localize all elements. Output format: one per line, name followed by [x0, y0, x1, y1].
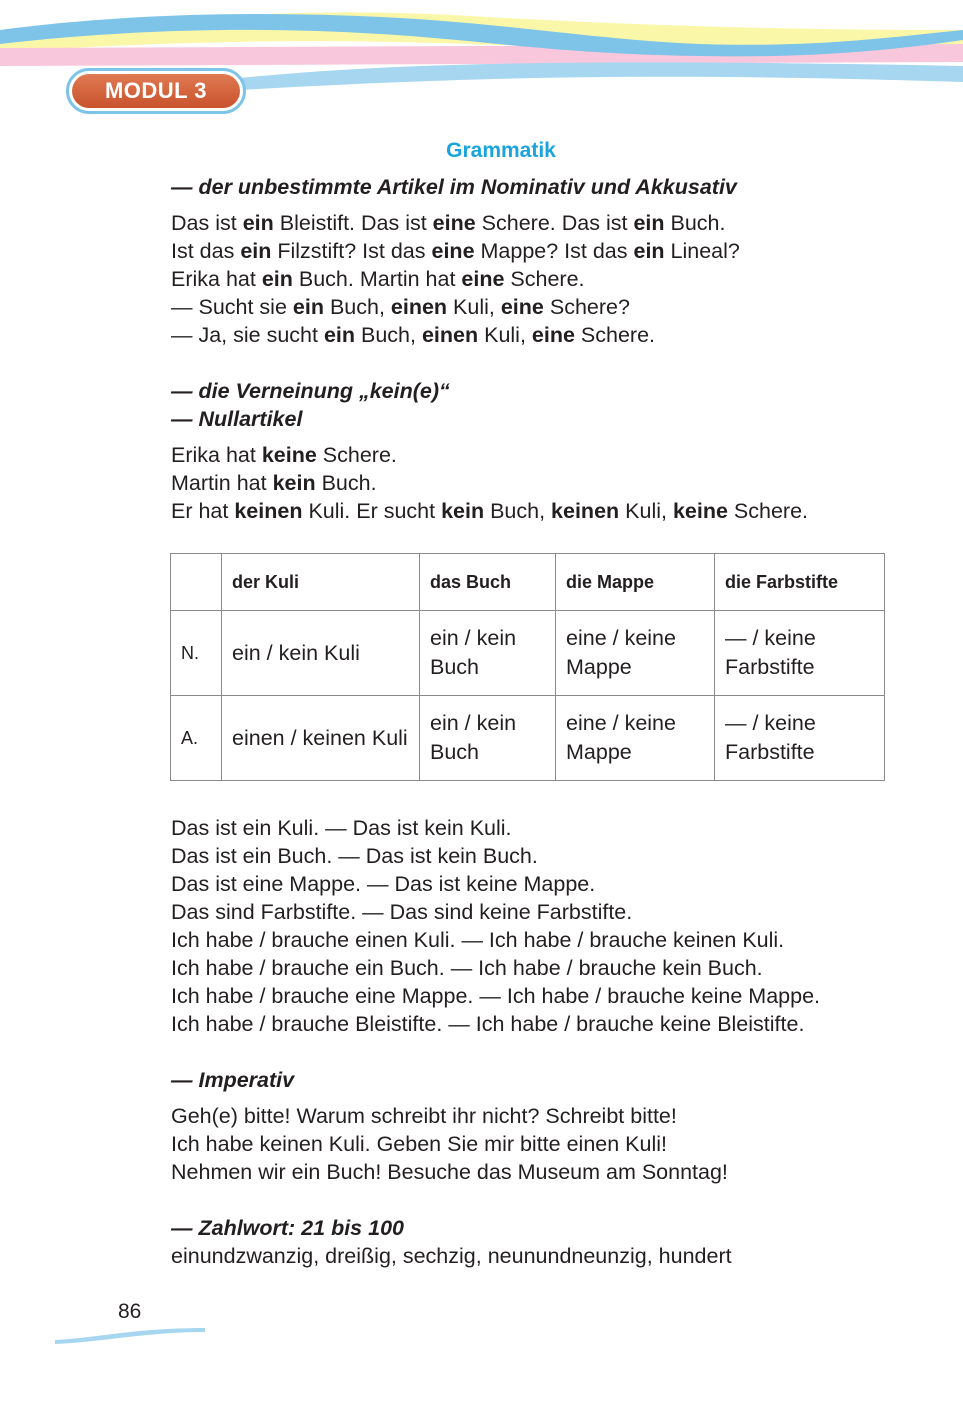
- example-line: [171, 469, 808, 497]
- footer-wave-decoration: [55, 1318, 205, 1346]
- module-badge-label: MODUL 3: [72, 74, 240, 108]
- example-line: Das ist ein Buch. — Das ist kein Buch.: [171, 844, 538, 868]
- bold-article: keinen: [551, 499, 620, 523]
- table-cell: ein / kein Kuli: [222, 611, 420, 696]
- table-header-row: [171, 554, 885, 611]
- section-title-null-article: — Nullartikel: [171, 407, 303, 431]
- example-line: Geh(e) bitte! Warum schreibt ihr nicht? Schreibt bitte!: [171, 1104, 677, 1128]
- table-row: [171, 611, 885, 696]
- text-segment: Mappe? Ist das: [474, 239, 634, 263]
- table-header-cell: [171, 554, 222, 611]
- page-number: 86: [118, 1300, 142, 1323]
- bold-article: ein: [240, 239, 272, 263]
- text-segment: Buch.: [664, 211, 726, 235]
- module-badge: [66, 68, 246, 114]
- bold-article: ein: [633, 211, 665, 235]
- example-line: Das ist ein Kuli. — Das ist kein Kuli.: [171, 816, 512, 840]
- text-segment: Buch,: [484, 499, 552, 523]
- text-segment: Buch,: [323, 295, 391, 319]
- example-line: Ich habe keinen Kuli. Geben Sie mir bitte einen Kuli!: [171, 1132, 667, 1156]
- example-line: Ich habe / brauche einen Kuli. — Ich habe / brauche keinen Kuli.: [171, 928, 785, 952]
- table-header-cell: die Mappe: [556, 554, 715, 611]
- text-segment: Schere.: [316, 443, 397, 467]
- text-segment: Schere.: [727, 499, 809, 523]
- text-segment: Er hat: [171, 499, 235, 523]
- bold-article: ein: [292, 295, 324, 319]
- section-indefinite-article: [171, 173, 740, 349]
- example-line: [171, 321, 740, 349]
- text-segment: Schere.: [574, 323, 656, 347]
- example-line: Ich habe / brauche eine Mappe. — Ich habe / brauche keine Mappe.: [171, 984, 821, 1008]
- bold-article: einen: [421, 323, 479, 347]
- example-line: [171, 441, 808, 469]
- bold-article: eine: [531, 323, 575, 347]
- article-table: [170, 553, 885, 781]
- bold-article: keinen: [234, 499, 303, 523]
- example-line: Nehmen wir ein Buch! Besuche das Museum am Sonntag!: [171, 1160, 728, 1184]
- section-negation: [171, 377, 808, 525]
- section-numerals: [171, 1214, 732, 1270]
- section-title-negation: — die Verneinung „kein(e)“: [171, 379, 450, 403]
- text-segment: Erika hat: [171, 443, 262, 467]
- table-row: [171, 696, 885, 781]
- example-lines: [171, 441, 808, 525]
- table-cell: eine / keine Mappe: [556, 611, 715, 696]
- bold-article: keine: [261, 443, 317, 467]
- section-imperative: [171, 1066, 728, 1186]
- example-lines: [171, 209, 740, 349]
- bold-article: einen: [390, 295, 448, 319]
- bold-article: eine: [431, 239, 475, 263]
- section-heading: Grammatik: [446, 139, 556, 162]
- table-cell: ein / kein Buch: [420, 696, 556, 781]
- table-header-cell: das Buch: [420, 554, 556, 611]
- text-segment: Kuli. Er sucht: [302, 499, 442, 523]
- bold-article: keine: [672, 499, 728, 523]
- text-segment: Buch.: [315, 471, 377, 495]
- example-line: Das sind Farbstifte. — Das sind keine Farbstifte.: [171, 900, 633, 924]
- example-line: [171, 265, 740, 293]
- table-cell: einen / keinen Kuli: [222, 696, 420, 781]
- text-segment: Kuli,: [478, 323, 532, 347]
- table-cell: eine / keine Mappe: [556, 696, 715, 781]
- table-cell-case: N.: [171, 611, 222, 696]
- text-segment: Buch. Martin hat: [292, 267, 462, 291]
- bold-article: eine: [461, 267, 505, 291]
- example-line: Ich habe / brauche ein Buch. — Ich habe / brauche kein Buch.: [171, 956, 763, 980]
- table-cell: ein / kein Buch: [420, 611, 556, 696]
- text-segment: Ist das: [171, 239, 241, 263]
- text-segment: Buch,: [355, 323, 422, 347]
- text-segment: Kuli,: [447, 295, 501, 319]
- bold-article: ein: [261, 267, 293, 291]
- bold-article: kein: [441, 499, 485, 523]
- text-segment: Kuli,: [619, 499, 673, 523]
- bold-article: eine: [432, 211, 476, 235]
- examples-block: [171, 814, 820, 1038]
- text-segment: — Ja, sie sucht: [171, 323, 324, 347]
- numerals-line: einundzwanzig, dreißig, sechzig, neunundneunzig, hundert: [171, 1244, 732, 1268]
- text-segment: Schere?: [543, 295, 630, 319]
- example-line: [171, 497, 808, 525]
- example-lines: [171, 814, 820, 1038]
- text-segment: — Sucht sie: [171, 295, 293, 319]
- example-line: [171, 237, 740, 265]
- text-segment: Das ist: [171, 211, 243, 235]
- example-line: Ich habe / brauche Bleistifte. — Ich habe / brauche keine Bleistifte.: [171, 1012, 805, 1036]
- section-title: — Imperativ: [171, 1068, 295, 1092]
- section-title: — Zahlwort: 21 bis 100: [171, 1216, 404, 1240]
- table-header-cell: der Kuli: [222, 554, 420, 611]
- bold-article: kein: [272, 471, 316, 495]
- text-segment: Martin hat: [171, 471, 273, 495]
- table-header-cell: die Farbstifte: [715, 554, 885, 611]
- example-line: Das ist eine Mappe. — Das ist keine Mappe.: [171, 872, 596, 896]
- example-lines: [171, 1102, 728, 1186]
- table-cell: — / keine Farbstifte: [715, 696, 885, 781]
- text-segment: Erika hat: [171, 267, 262, 291]
- example-line: [171, 293, 740, 321]
- bold-article: ein: [633, 239, 665, 263]
- text-segment: Schere. Das ist: [475, 211, 634, 235]
- text-segment: Filzstift? Ist das: [271, 239, 432, 263]
- example-line: [171, 209, 740, 237]
- bold-article: ein: [323, 323, 356, 347]
- section-title: — der unbestimmte Artikel im Nominativ und Akkusativ: [171, 175, 737, 199]
- table-cell: — / keine Farbstifte: [715, 611, 885, 696]
- table-cell-case: A.: [171, 696, 222, 781]
- text-segment: Lineal?: [664, 239, 740, 263]
- bold-article: ein: [242, 211, 274, 235]
- bold-article: eine: [500, 295, 544, 319]
- text-segment: Schere.: [504, 267, 585, 291]
- text-segment: Bleistift. Das ist: [273, 211, 433, 235]
